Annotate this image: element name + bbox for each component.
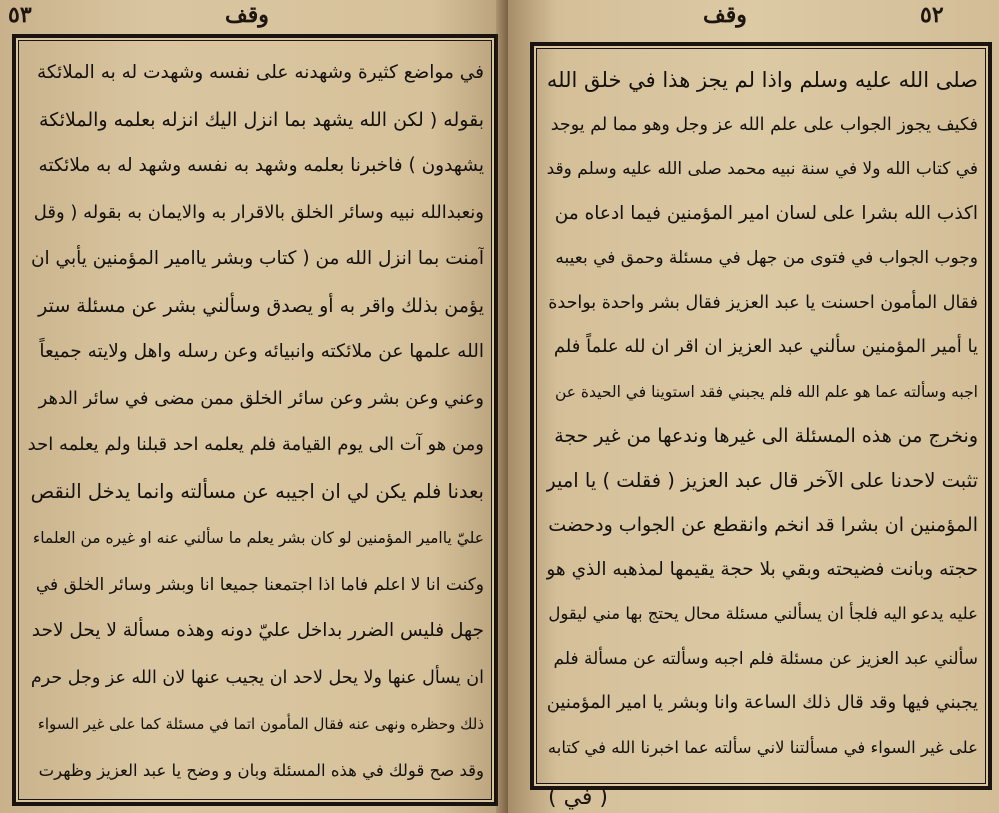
text-line: بقوله ( لكن الله يشهد بما انزل اليك انزله بعلمه والملائكة xyxy=(39,108,484,131)
text-line: في كتاب الله ولا في سنة نبيه محمد صلى الله عليه وسلم وقد xyxy=(546,159,978,179)
text-line: على غير السواء في مسألتنا لاني سألته عما اخبرنا الله في كتابه xyxy=(547,737,978,757)
text-line: يا أمير المؤمنين سألني عبد العزيز ان اقر ان لله علماً فلم xyxy=(553,336,978,357)
catchword: ( في ) xyxy=(548,785,609,810)
left-page-text xyxy=(28,50,484,800)
text-line: وكنت انا لا اعلم فاما اذا اجتمعنا جميعا انا وبشر وسائر الخلق في xyxy=(35,574,484,595)
text-line: فكيف يجوز الجواب على علم الله عز وجل وهو مما لم يوجد xyxy=(550,114,978,135)
right-page-number: ٥٢ xyxy=(920,2,944,28)
right-page-text xyxy=(546,58,978,780)
text-line: يؤمن بذلك واقر به أو يصدق وسألني بشر عن مسئلة ستر xyxy=(38,294,484,317)
text-line: ومن هو آت الى يوم القيامة فلم يعلمه احد قبلنا ولم يعلمه احد xyxy=(28,434,484,455)
text-line: الله علمها عن ملائكته وانبيائه وعن رسله واهل ولايته جميعاً xyxy=(39,341,484,362)
text-line: يجبني فيها وقد قال ذلك الساعة وانا وبشر يا امير المؤمنين xyxy=(546,692,978,713)
left-running-head: وقف xyxy=(225,2,269,28)
text-line: وجوب الجواب في فتوى من جهل في مسئلة وحمق في بعيبه xyxy=(555,248,978,268)
text-line: حجته وبانت فضيحته وبقي بلا حجة يقيمها لمذهبه الذي هو xyxy=(546,558,978,580)
text-line: عليه يدعو اليه فلجأ ان يسألني مسئلة محال يحتج بها مني ليقول xyxy=(548,604,978,623)
text-line: ذلك وحظره ونهى عنه فقال المأمون اتما في مسئلة كما على غير السواء xyxy=(37,715,484,733)
text-line: وقد صح قولك في هذه المسئلة وبان و وضح يا عبد العزيز وظهرت xyxy=(38,760,484,780)
text-line: في مواضع كثيرة وشهدنه على نفسه وشهدت له به الملائكة xyxy=(37,62,484,83)
text-line: تثبت لاحدنا على الآخر قال عبد العزيز ( فقلت ) يا امير xyxy=(546,468,978,492)
text-line: عليّ ياامير المؤمنين لو كان بشر يعلم ما سألني عنه او غيره من العلماء xyxy=(32,529,484,547)
text-line: آمنت بما انزل الله من ( كتاب وبشر ياامير المؤمنين يأبي ان xyxy=(30,248,484,269)
text-line: اجبه وسألته عما هو علم الله فلم يجبني فقد استوينا في الحيدة عن xyxy=(554,382,978,401)
text-line: صلى الله عليه وسلم واذا لم يجز هذا في خلق الله xyxy=(546,68,978,92)
text-line: وعني وعن بشر وعن سائر الخلق ممن مضى في سائر الدهر xyxy=(38,387,484,409)
right-running-head: وقف xyxy=(703,2,747,28)
text-line: ونخرج من هذه المسئلة الى غيرها وندعها من غير حجة xyxy=(554,425,978,447)
left-page-number: ٥٣ xyxy=(8,2,32,28)
right-page xyxy=(508,0,999,813)
text-line: بعدنا فلم يكن لي ان اجيبه عن مسألته وانما يدخل النقص xyxy=(30,479,484,503)
text-line: ان يسأل عنها ولا يحل لاحد ان يجيب عنها لان الله عز وجل حرم xyxy=(30,667,484,688)
text-line: سألني عبد العزيز عن مسئلة فلم اجبه وسألته عن مسألة فلم xyxy=(553,648,978,669)
text-line: اكذب الله بشرا على لسان امير المؤمنين فيما ادعاه من xyxy=(554,202,978,224)
text-line: فقال المأمون احسنت يا عبد العزيز فقال بشر واحدة بواحدة xyxy=(548,292,978,313)
text-line: ونعبدالله نبيه وسائر الخلق بالاقرار به والايمان به بقوله ( وقل xyxy=(33,201,484,223)
text-line: جهل فليس الضرر بداخل عليّ دونه وهذه مسألة لا يحل لاحد xyxy=(31,620,484,641)
text-line: يشهدون ) فاخبرنا بعلمه وشهد به نفسه وشهد له به ملائكته xyxy=(38,155,484,176)
text-line: المؤمنين ان بشرا قد انخم وانقطع عن الجواب ودحضت xyxy=(548,514,978,536)
